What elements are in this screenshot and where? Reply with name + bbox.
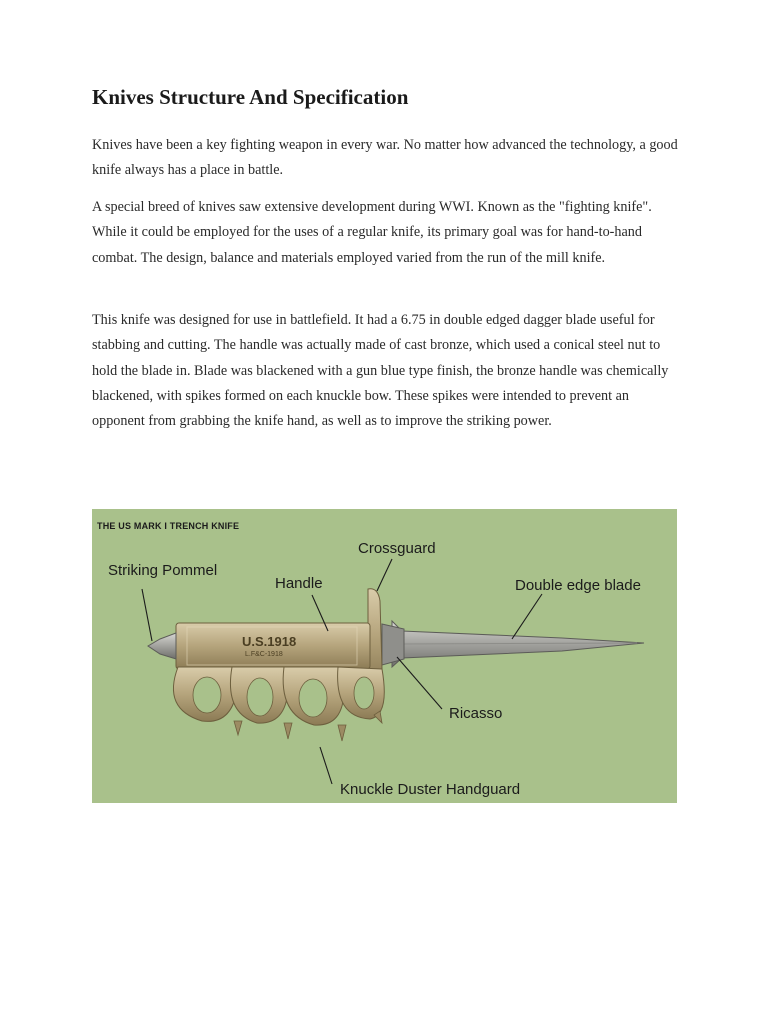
- paragraph-design: This knife was designed for use in battlefield. It had a 6.75 in double edged dagger blade useful for stabbing and cutting. The handle was actually made of cast bronze, which used a conical steel nut to hold the blade in. Blade was blackened with a gun blue type finish, the bronze handle was chemically blackened, with spikes formed on each knuckle bow. These spikes were intended to prevent an opponent from grabbing the knife hand, as well as to improve the striking power.: [92, 312, 669, 430]
- handle-stamp-line1: U.S.1918: [242, 634, 297, 649]
- label-double-edge-blade: Double edge blade: [515, 577, 641, 594]
- label-knuckle-duster-handguard: Knuckle Duster Handguard: [340, 781, 521, 798]
- trench-knife-diagram: [92, 509, 677, 803]
- handle-stamp-line2: L.F&C-1918: [245, 651, 283, 658]
- page-title: Knives Structure And Specification: [92, 85, 409, 109]
- label-handle: Handle: [275, 575, 323, 592]
- ricasso-shape: [382, 624, 404, 665]
- label-striking-pommel: Striking Pommel: [108, 562, 218, 579]
- label-ricasso: Ricasso: [449, 705, 503, 722]
- paragraph-fighting-knife: A special breed of knives saw extensive development during WWI. Known as the "fighting knife". While it could be employed for the uses of a regular knife, its primary goal was for hand-to-hand combat. The design, balance and materials employed varied from the run of the mill knife.: [92, 199, 652, 266]
- pommel-shape: [148, 633, 176, 659]
- figure-caption: THE US MARK I TRENCH KNIFE: [97, 521, 240, 531]
- label-crossguard: Crossguard: [358, 540, 436, 557]
- paragraph-intro: Knives have been a key fighting weapon in every war. No matter how advanced the technology, a good knife always has a place in battle.: [92, 137, 678, 179]
